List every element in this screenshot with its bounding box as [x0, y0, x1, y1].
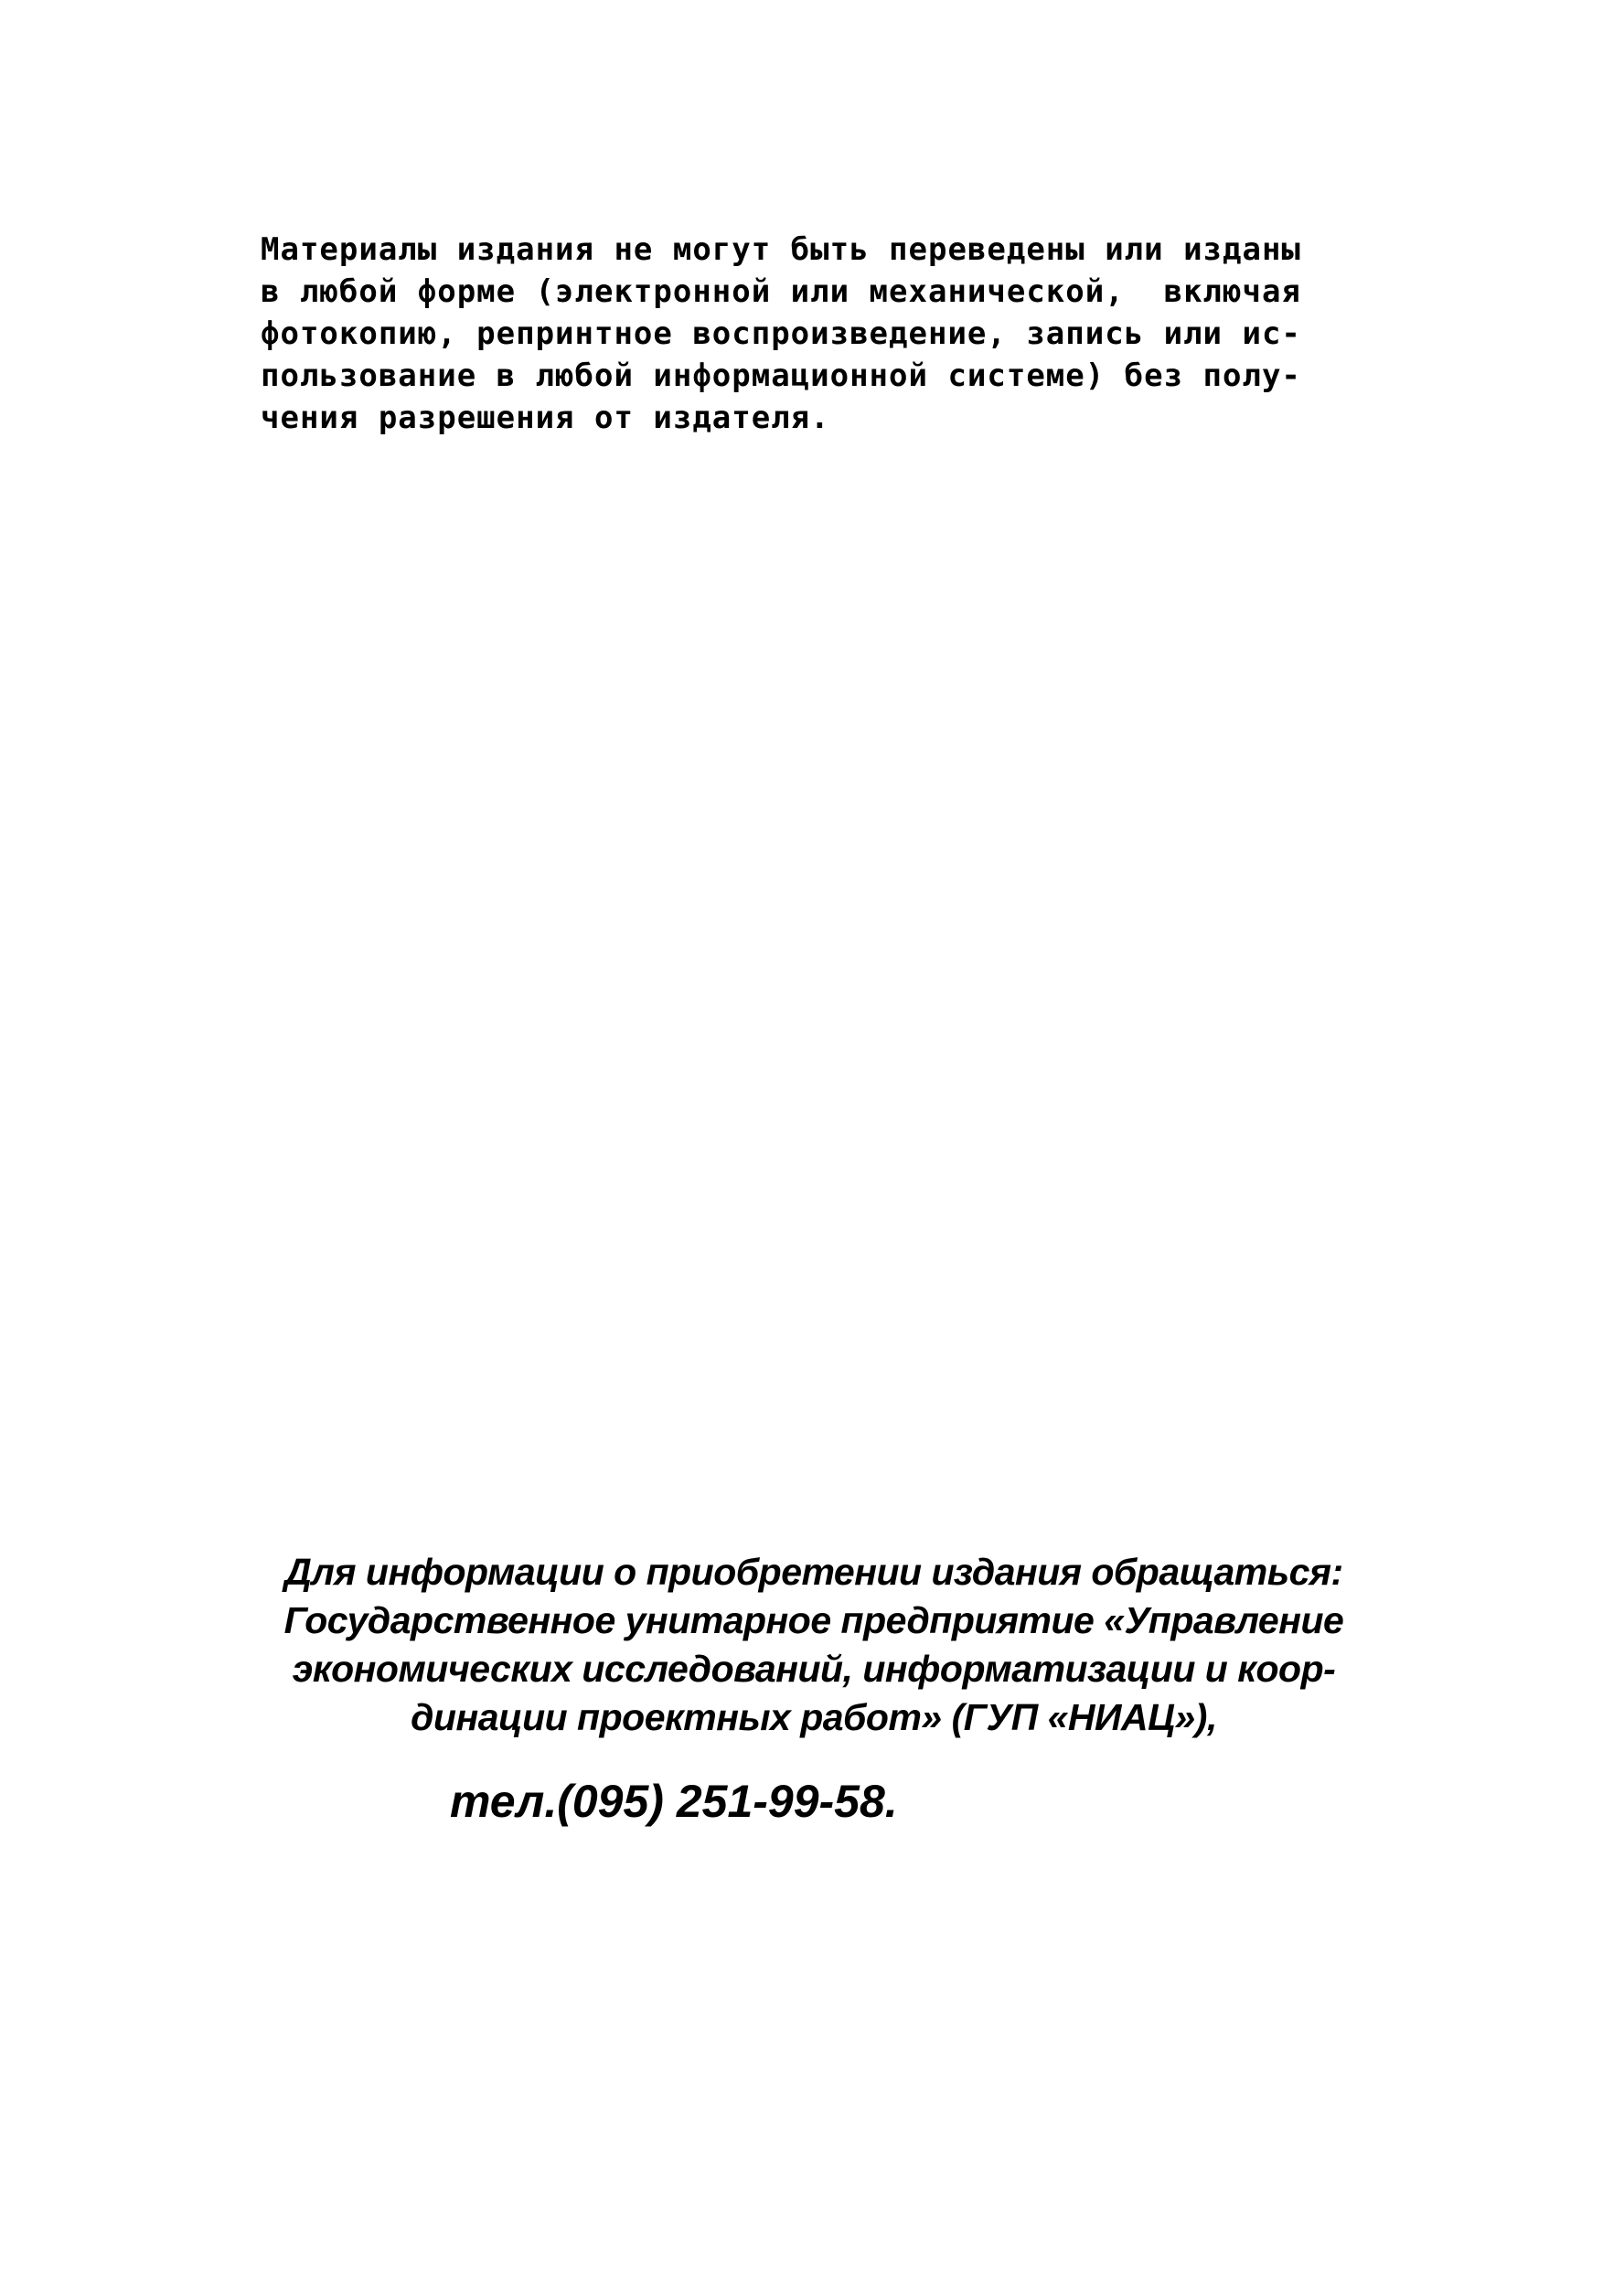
copyright-line: чения разрешения от издателя. — [261, 400, 830, 436]
purchase-info-line: экономических исследований, информатизации и коор- — [292, 1648, 1336, 1690]
copyright-line: Материалы издания не могут быть переведены или изданы — [261, 231, 1301, 268]
purchase-info-line: Для информации о приобретении издания обращаться: — [284, 1551, 1343, 1593]
purchase-info-line: Государственное унитарное предприятие «Управление — [283, 1599, 1344, 1641]
copyright-line: пользование в любой информационной системе) без полу- — [261, 358, 1301, 394]
copyright-line: в любой форме (электронной или механической, включая — [261, 273, 1301, 310]
phone-number: тел.(095) 251-99-58. — [450, 1776, 898, 1827]
purchase-info-line: динации проектных работ» (ГУП «НИАЦ»), — [411, 1696, 1217, 1738]
purchase-info — [233, 1548, 1394, 1742]
copyright-line: фотокопию, репринтное воспроизведение, запись или ис- — [261, 315, 1301, 352]
copyright-notice — [261, 229, 1367, 439]
